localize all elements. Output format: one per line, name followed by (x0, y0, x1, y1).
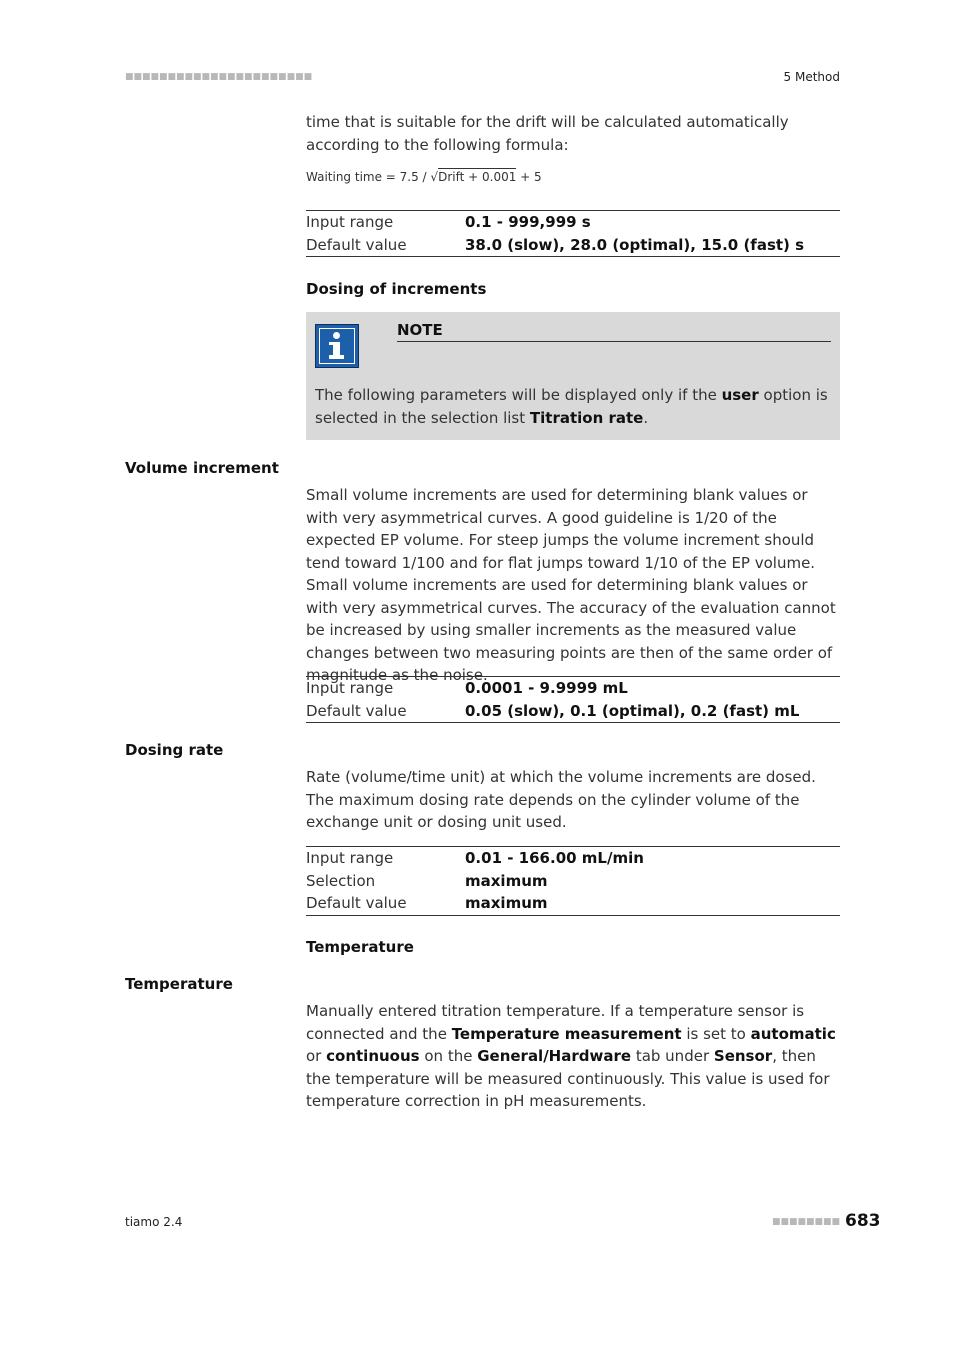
table-row (306, 700, 840, 723)
volume-increment-paragraph: Small volume increments are used for determining blank values or with very asymmetrical curves. A good guideline is 1/20 of the expected EP volume. For steep jumps the volume increment should tend toward 1/100 and for flat jumps toward 1/10 of the EP volume. Small volume increments are used for determining blank values or with very asymmetrical curves. The accuracy of the evaluation cannot be increased by using smaller increments as the measured value changes between two measuring points are then of the same order of magnitude as the noise. (306, 486, 836, 684)
table-row (306, 677, 840, 700)
intro-paragraph: time that is suitable for the drift will be calculated automatically according to the following formula: (306, 113, 789, 154)
info-icon (315, 324, 359, 368)
param-key: Default value (306, 894, 407, 912)
param-key: Input range (306, 213, 394, 231)
page-number: 683 (845, 1211, 881, 1231)
temperature-group-heading: Temperature (306, 938, 414, 956)
param-key: Input range (306, 849, 394, 867)
waiting-time-param-table (306, 210, 840, 257)
param-key: Input range (306, 679, 394, 697)
param-value: maximum (465, 894, 548, 912)
dosing-increments-heading: Dosing of increments (306, 280, 487, 298)
note-box (306, 312, 840, 440)
header-dots: ■■■■■■■■■■■■■■■■■■■■■■ (125, 72, 313, 82)
volume-increment-heading: Volume increment (125, 459, 279, 477)
waiting-time-formula (306, 170, 542, 184)
param-value: 0.01 - 166.00 mL/min (465, 849, 644, 867)
param-value: maximum (465, 871, 548, 890)
header-section-title: 5 Method (783, 70, 840, 84)
temperature-heading: Temperature (125, 975, 233, 993)
param-value: 38.0 (slow), 28.0 (optimal), 15.0 (fast) s (465, 235, 805, 254)
dosing-rate-paragraph: Rate (volume/time unit) at which the volume increments are dosed. The maximum dosing rate depends on the cylinder volume of the exchange unit or dosing unit used. (306, 768, 816, 831)
table-row (306, 211, 840, 234)
param-key: Selection (306, 871, 376, 890)
formula-radicand: Drift + 0.001 (438, 170, 517, 184)
note-text: The following parameters will be displayed only if the user option is selected in the selection list Titration rate. (315, 386, 828, 427)
sqrt-symbol: √ (430, 170, 439, 184)
footer-dots: ■■■■■■■■ (772, 1217, 841, 1227)
note-title: NOTE (397, 321, 831, 342)
table-row (306, 847, 840, 870)
param-value: 0.05 (slow), 0.1 (optimal), 0.2 (fast) mL (465, 701, 800, 720)
volume-increment-param-table (306, 676, 840, 723)
table-row (306, 892, 840, 915)
param-key: Default value (306, 701, 407, 720)
table-row (306, 870, 840, 893)
param-value: 0.1 - 999,999 s (465, 213, 591, 231)
formula-lhs: Waiting time = 7.5 / (306, 170, 431, 184)
table-row (306, 234, 840, 257)
footer-product: tiamo 2.4 (125, 1215, 183, 1229)
dosing-rate-heading: Dosing rate (125, 741, 224, 759)
param-value: 0.0001 - 9.9999 mL (465, 679, 628, 697)
dosing-rate-param-table (306, 846, 840, 916)
temperature-paragraph: Manually entered titration temperature. If a temperature sensor is connected and the Temperature measurement is set to automatic or continuous on the General/Hardware tab under Sensor, then the temperature will be measured continuously. This value is used for temperature correction in pH measurements. (306, 1002, 836, 1110)
param-key: Default value (306, 235, 407, 254)
formula-tail: + 5 (516, 170, 542, 184)
